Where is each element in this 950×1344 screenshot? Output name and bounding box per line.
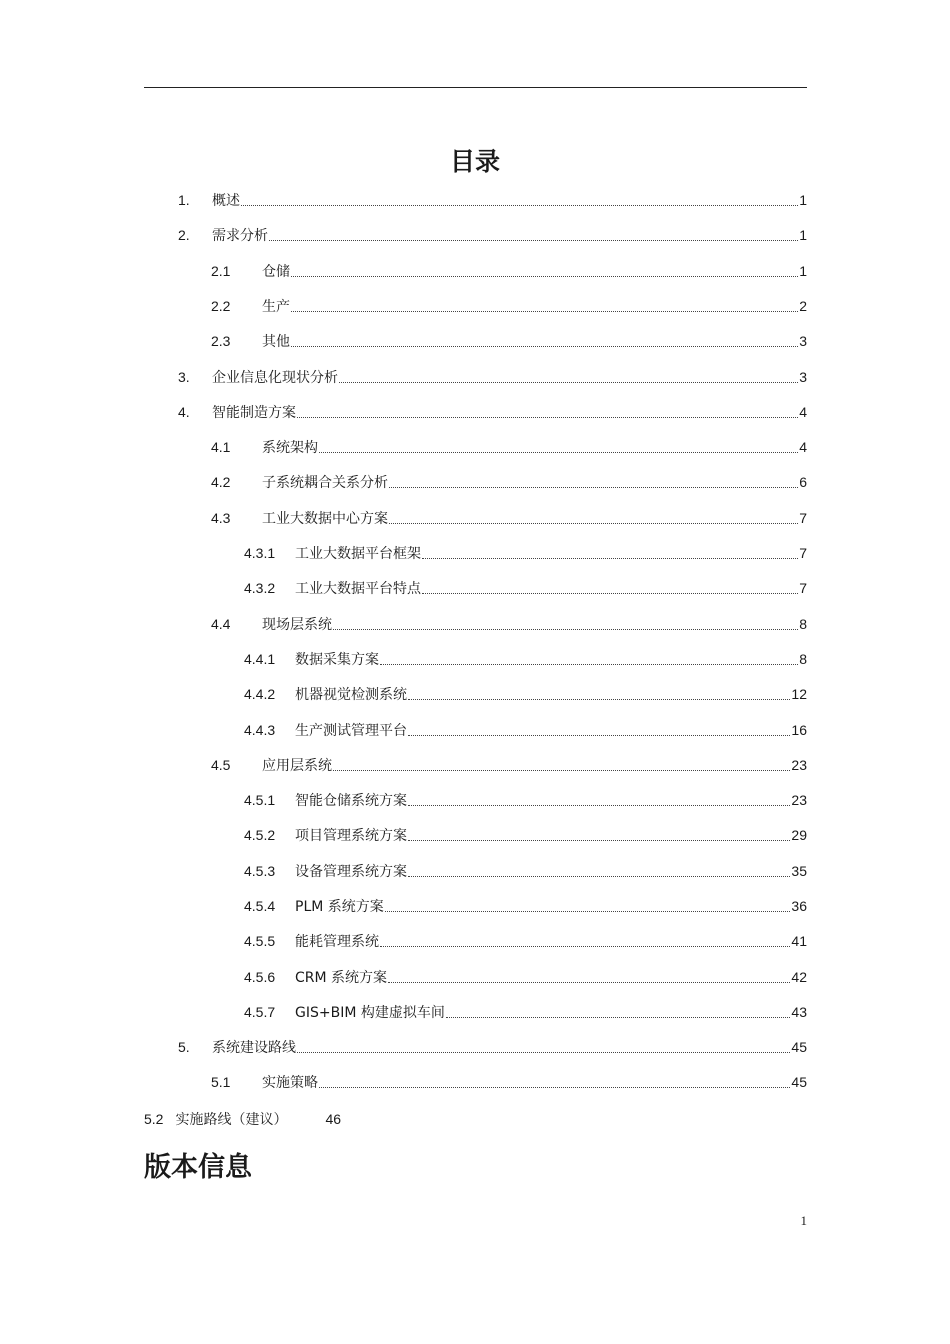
toc-entry-text: 系统架构: [262, 440, 318, 456]
toc-entry-page: 23: [791, 757, 807, 773]
toc-entry[interactable]: [178, 224, 807, 246]
toc-dot-leader: [389, 509, 798, 524]
toc-entry-text: 生产: [262, 299, 290, 315]
toc-entry-number: 4.2: [211, 474, 231, 490]
toc-dot-leader: [297, 1038, 790, 1053]
toc-entry-number: 5.: [178, 1039, 190, 1055]
toc-dot-leader: [241, 191, 798, 206]
toc-dot-leader: [297, 403, 798, 418]
toc-entry-page: 1: [799, 227, 807, 243]
toc-entry-number: 4.4.3: [244, 722, 276, 738]
toc-entry-page: 3: [799, 369, 807, 385]
toc-entry[interactable]: [244, 860, 807, 882]
toc-entry-page: 7: [799, 510, 807, 526]
toc-entry[interactable]: [244, 542, 807, 564]
toc-entry-number: 4.5.5: [244, 933, 276, 949]
toc-entry[interactable]: [244, 683, 807, 705]
toc-dot-leader: [389, 473, 798, 488]
toc-entry-number: 5.2: [144, 1111, 164, 1127]
toc-entry[interactable]: [244, 824, 807, 846]
toc-entry-number: 2.: [178, 227, 190, 243]
toc-entry[interactable]: [244, 648, 807, 670]
toc-dot-leader: [339, 368, 798, 383]
toc-entry-page: 43: [791, 1004, 807, 1020]
toc-entry-number: 4.5.1: [244, 792, 276, 808]
toc-entry-number: 4.3.2: [244, 580, 276, 596]
toc-entry-number: 4.4.2: [244, 686, 276, 702]
toc-entry-text: 数据采集方案: [295, 652, 379, 668]
toc-entry-text: PLM 系统方案: [295, 899, 384, 915]
toc-entry-number: 4.: [178, 404, 190, 420]
toc-entry-text: 设备管理系统方案: [295, 864, 407, 880]
toc-entry-number: 4.5.4: [244, 898, 276, 914]
toc-entry-number: 4.5.3: [244, 863, 276, 879]
toc-entry-number: 5.1: [211, 1074, 231, 1090]
toc-entry-number: 1.: [178, 192, 190, 208]
toc-entry-page: 45: [791, 1074, 807, 1090]
toc-dot-leader: [408, 685, 790, 700]
toc-entry-number: 4.3.1: [244, 545, 276, 561]
page-number: 1: [800, 1213, 807, 1228]
version-info-heading: 版本信息: [144, 1152, 252, 1183]
toc-dot-leader: [422, 544, 798, 559]
toc-entry[interactable]: [211, 471, 807, 493]
toc-entry-page: 8: [799, 616, 807, 632]
toc-dot-leader: [291, 297, 798, 312]
toc-dot-leader: [385, 897, 791, 912]
toc-entry-page: 41: [791, 933, 807, 949]
toc-entry[interactable]: [211, 436, 807, 458]
toc-dot-leader: [408, 791, 790, 806]
toc-entry-number: 4.5.7: [244, 1004, 276, 1020]
toc-entry-text: 智能仓储系统方案: [295, 793, 407, 809]
toc-entry-page: 7: [799, 580, 807, 596]
toc-dot-leader: [408, 826, 790, 841]
toc-entry-number: 4.3: [211, 510, 231, 526]
toc-entry-page: 29: [791, 827, 807, 843]
toc-entry[interactable]: [211, 754, 807, 776]
toc-entry[interactable]: [178, 1036, 807, 1058]
toc-entry-number: 2.3: [211, 333, 231, 349]
toc-entry-page: 12: [791, 686, 807, 702]
toc-entry-unformatted[interactable]: [144, 1108, 341, 1131]
toc-entry-text: 其他: [262, 334, 290, 350]
toc-entry-page: 1: [799, 192, 807, 208]
toc-dot-leader: [319, 1073, 790, 1088]
toc-entry[interactable]: [211, 330, 807, 352]
toc-entry[interactable]: [244, 966, 807, 988]
toc-entry-text: 系统建设路线: [212, 1040, 296, 1056]
toc-entry[interactable]: [211, 613, 807, 635]
toc-entry-number: 4.5.2: [244, 827, 276, 843]
toc-entry-text: 工业大数据平台框架: [295, 546, 421, 562]
toc-dot-leader: [446, 1003, 791, 1018]
toc-entry-text: 智能制造方案: [212, 405, 296, 421]
toc-entry[interactable]: [244, 930, 807, 952]
toc-dot-leader: [319, 438, 798, 453]
toc-dot-leader: [291, 262, 798, 277]
toc-entry-number: 4.5: [211, 757, 231, 773]
toc-entry[interactable]: [211, 260, 807, 282]
toc-entry-page: 7: [799, 545, 807, 561]
toc-entry-text: 需求分析: [212, 228, 268, 244]
toc-entry[interactable]: [244, 1001, 807, 1023]
toc-entry-number: 2.1: [211, 263, 231, 279]
toc-dot-leader: [269, 226, 798, 241]
toc-entry-text: 项目管理系统方案: [295, 828, 407, 844]
toc-entry[interactable]: [211, 295, 807, 317]
toc-entry-number: 4.1: [211, 439, 231, 455]
toc-dot-leader: [333, 756, 790, 771]
toc-entry-page: 4: [799, 439, 807, 455]
toc-entry-page: 2: [799, 298, 807, 314]
toc-entry-text: CRM 系统方案: [295, 970, 388, 986]
toc-entry[interactable]: [244, 719, 807, 741]
toc-entry-text: 应用层系统: [262, 758, 332, 774]
toc-entry-page: 3: [799, 333, 807, 349]
toc-entry[interactable]: [244, 789, 807, 811]
toc-entry-text: 企业信息化现状分析: [212, 370, 338, 386]
toc-entry-text: 工业大数据中心方案: [262, 511, 388, 527]
toc-entry-page: 4: [799, 404, 807, 420]
toc-entry-text: 实施路线（建议）: [175, 1112, 288, 1128]
toc-entry-page: 46: [325, 1111, 342, 1127]
toc-entry-text: 机器视觉检测系统: [295, 687, 407, 703]
toc-dot-leader: [380, 650, 798, 665]
toc-entry-number: 4.4: [211, 616, 231, 632]
toc-entry-text: 生产测试管理平台: [295, 723, 407, 739]
toc-entry-text: 工业大数据平台特点: [295, 581, 421, 597]
header-rule: [144, 87, 807, 88]
toc-entry-text: 概述: [212, 193, 240, 209]
toc-entry-text: 能耗管理系统: [295, 934, 379, 950]
toc-entry-page: 45: [791, 1039, 807, 1055]
toc-dot-leader: [333, 615, 798, 630]
toc-entry-page: 36: [791, 898, 807, 914]
toc-entry-page: 6: [799, 474, 807, 490]
toc-entry-page: 35: [791, 863, 807, 879]
toc-entry-text: 子系统耦合关系分析: [262, 475, 388, 491]
toc-dot-leader: [408, 862, 790, 877]
toc-entry[interactable]: [244, 895, 807, 917]
toc-entry-page: 42: [791, 969, 807, 985]
toc-entry-text: GIS+BIM 构建虚拟车间: [295, 1005, 445, 1021]
toc-entry-page: 16: [791, 722, 807, 738]
toc-entry-number: 3.: [178, 369, 190, 385]
toc-entry[interactable]: [178, 401, 807, 423]
toc-entry[interactable]: [211, 1071, 807, 1093]
toc-dot-leader: [422, 579, 798, 594]
toc-entry[interactable]: [211, 507, 807, 529]
toc-entry-page: 23: [791, 792, 807, 808]
toc-dot-leader: [408, 721, 790, 736]
toc-entry[interactable]: [178, 366, 807, 388]
toc-entry-text: 现场层系统: [262, 617, 332, 633]
toc-dot-leader: [291, 332, 798, 347]
toc-entry-page: 1: [799, 263, 807, 279]
toc-title: 目录: [449, 147, 500, 176]
toc-dot-leader: [380, 932, 790, 947]
toc-dot-leader: [388, 968, 790, 983]
toc-entry-number: 4.5.6: [244, 969, 276, 985]
toc-entry-text: 仓储: [262, 264, 290, 280]
toc-entry-number: 4.4.1: [244, 651, 276, 667]
toc-entry[interactable]: [244, 577, 807, 599]
toc-entry-text: 实施策略: [262, 1075, 318, 1091]
toc-entry-page: 8: [799, 651, 807, 667]
toc-entry[interactable]: [178, 189, 807, 211]
toc-entry-number: 2.2: [211, 298, 231, 314]
